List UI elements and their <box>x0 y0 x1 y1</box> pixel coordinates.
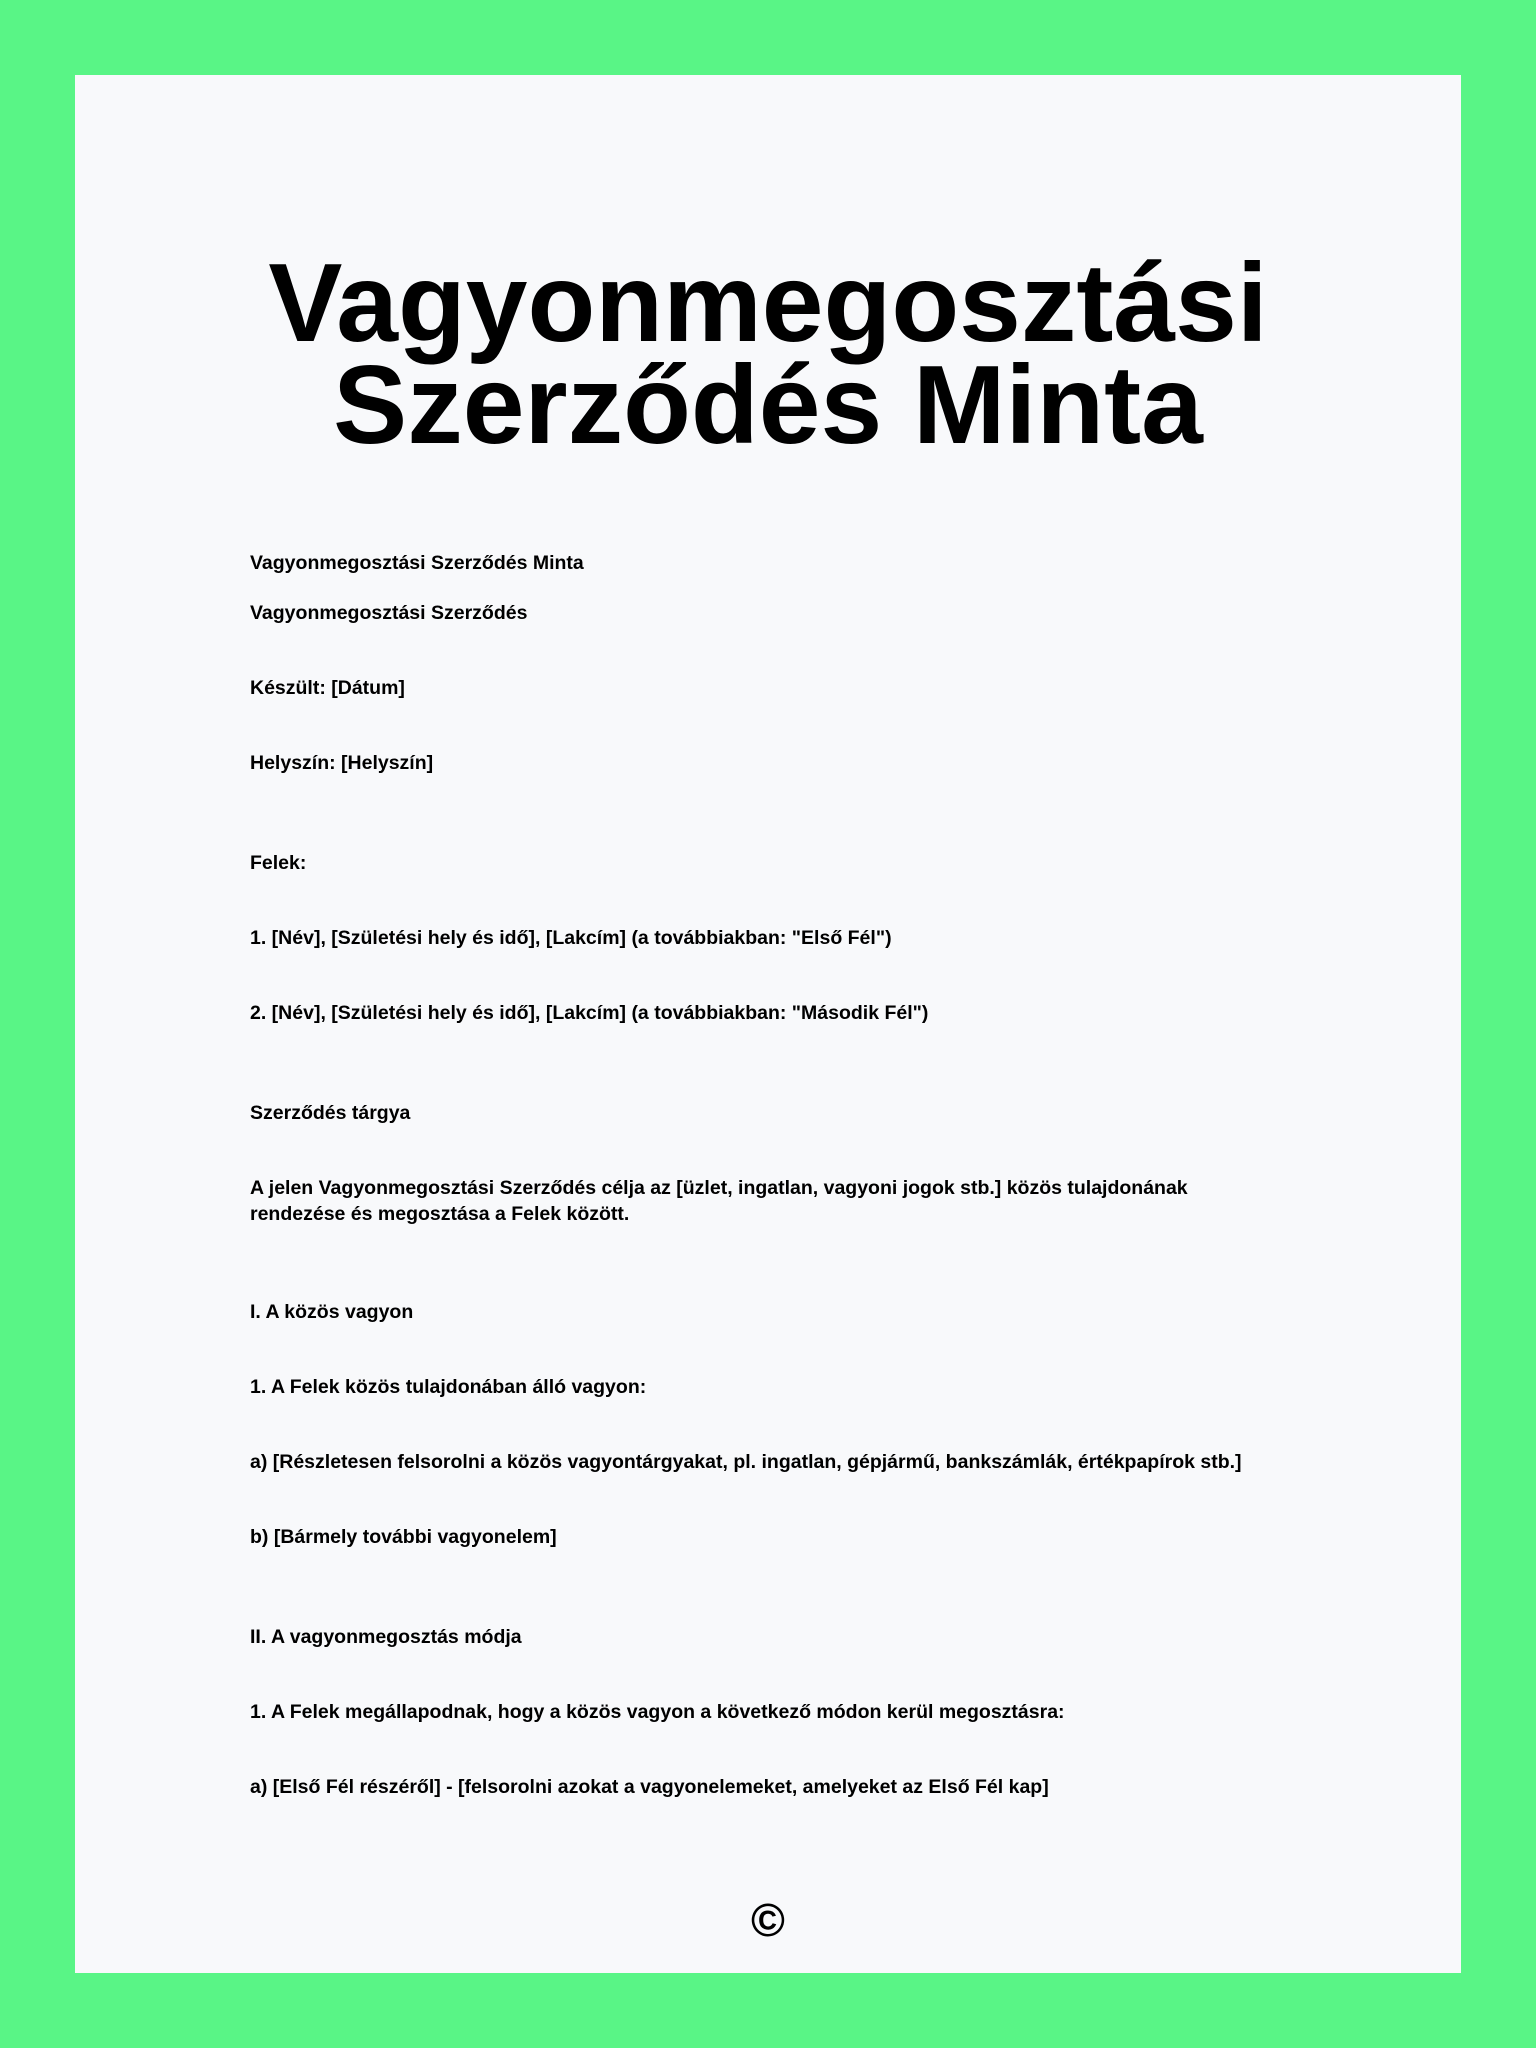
section-1-item-b: b) [Bármely további vagyonelem] <box>250 1526 557 1548</box>
document-title <box>75 241 1461 467</box>
party-1: 1. [Név], [Születési hely és idő], [Lakcím] (a továbbiakban: "Első Fél") <box>250 927 892 949</box>
parties-heading: Felek: <box>250 852 307 874</box>
subject-paragraph: A jelen Vagyonmegosztási Szerződés célja az [üzlet, ingatlan, vagyoni jogok stb.] közös tulajdonának rendezése és megosztása a Felek között. <box>250 1177 1188 1225</box>
title-line-2: Szerződés Minta <box>333 343 1203 467</box>
section-2-heading: II. A vagyonmegosztás módja <box>250 1626 522 1648</box>
section-2-item-a: a) [Első Fél részéről] - [felsorolni azokat a vagyonelemeket, amelyeket az Első Fél kap] <box>250 1776 1049 1798</box>
section-2-item-1: 1. A Felek megállapodnak, hogy a közös vagyon a következő módon kerül megosztásra: <box>250 1701 1065 1723</box>
location: Helyszín: [Helyszín] <box>250 752 434 774</box>
section-1-heading: I. A közös vagyon <box>250 1301 414 1323</box>
doc-heading: Vagyonmegosztási Szerződés Minta <box>250 552 584 574</box>
document-page <box>75 75 1461 1973</box>
section-1-item-a: a) [Részletesen felsorolni a közös vagyontárgyakat, pl. ingatlan, gépjármű, bankszámlák, értékpapírok stb.] <box>250 1451 1242 1473</box>
subject-heading: Szerződés tárgya <box>250 1102 411 1124</box>
doc-subheading: Vagyonmegosztási Szerződés <box>250 602 528 624</box>
copyright-icon: © <box>751 1894 785 1946</box>
party-2: 2. [Név], [Születési hely és idő], [Lakcím] (a továbbiakban: "Második Fél") <box>250 1002 929 1024</box>
prepared-date: Készült: [Dátum] <box>250 677 405 699</box>
section-1-item-1: 1. A Felek közös tulajdonában álló vagyon: <box>250 1376 647 1398</box>
title-line-1: Vagyonmegosztási <box>268 241 1268 365</box>
